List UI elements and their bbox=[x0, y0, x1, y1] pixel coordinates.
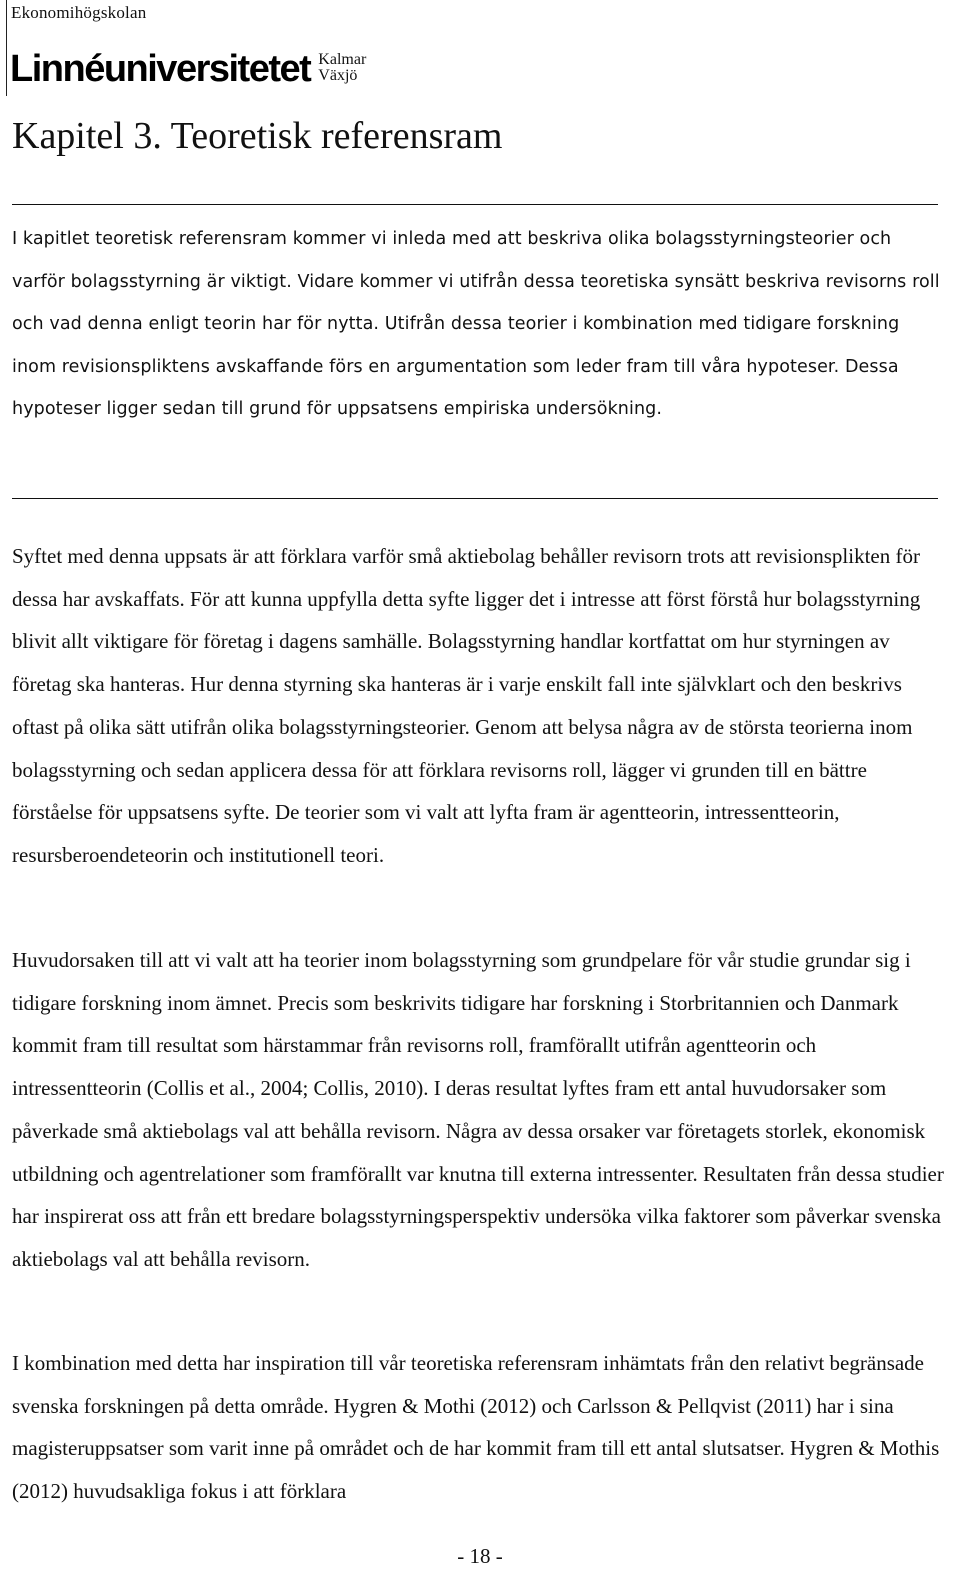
page-header bbox=[6, 0, 427, 96]
logo-city-kalmar: Kalmar bbox=[318, 51, 367, 68]
paragraph-swedish-research: I kombination med detta har inspiration till vår teoretiska referensram inhämtats från den relativt begränsade svenska forskningen på detta område. Hygren & Mothi (2012) och Carlsson & Pellqvist (2011) har i sina magisteruppsatser som varit inne på området och de har kommit fram till ett antal slutsatser. Hygren & Mothis (2012) huvudsakliga fokus i att förklara bbox=[12, 1351, 940, 1504]
logo-cities bbox=[318, 52, 366, 84]
chapter-intro: I kapitlet teoretisk referensram kommer vi inleda med att beskriva olika bolagsstyrningsteorier och varför bolagsstyrning är viktigt. Vidare kommer vi utifrån dessa teoretiska synsätt beskriva revisorns roll och vad denna enligt teorin har för nytta. Utifrån dessa teorier i kombination med tidigare forskning inom revisionspliktens avskaffande förs en argumentation som leder fram till våra hypoteser. Dessa hypoteser ligger sedan till grund för uppsatsens empiriska undersökning. bbox=[12, 229, 940, 419]
department-name: Ekonomihögskolan bbox=[11, 3, 147, 22]
paragraph-purpose: Syftet med denna uppsats är att förklara varför små aktiebolag behåller revisorn trots att revisionsplikten för dessa har avskaffats. För att kunna uppfylla detta syfte ligger det i intresse att först förstå hur bolagsstyrning blivit allt viktigare för företag i dagens samhälle. Bolagsstyrning handlar kortfattat om hur styrningen av företag ska hanteras. Hur denna styrning ska hanteras är i varje enskilt fall inte självklart och den beskrivs oftast på olika sätt utifrån olika bolagsstyrningsteorier. Genom att belysa några av de största teorierna inom bolagsstyrning och sedan applicera dessa för att förklara revisorns roll, lägger vi grunden till en bättre förståelse för uppsatsens syfte. De teorier som vi valt att lyfta fram är agentteorin, intressentteorin, resursberoendeteorin och institutionell teori. bbox=[12, 544, 921, 867]
page-number: - 18 - bbox=[457, 1544, 503, 1568]
paragraph-main-reason: Huvudorsaken till att vi valt att ha teorier inom bolagsstyrning som grundpelare för vår studie grundar sig i tidigare forskning inom ämnet. Precis som beskrivits tidigare har forskning i Storbritannien och Danmark kommit fram till resultat som härstammar från revisorns roll, framförallt utifrån agentteorin och intressentteorin (Collis et al., 2004; Collis, 2010). I deras resultat lyftes fram ett antal huvudorsaker som påverkade små aktiebolags val att behålla revisorn. Några av dessa orsaker var företagets storlek, ekonomisk utbildning och agentrelationer som framförallt var knutna till externa intressenter. Resultaten från dessa studier har inspirerat oss att från ett bredare bolagsstyrningsperspektiv undersöka vilka faktorer som påverkar svenska aktiebolags val att behålla revisorn. bbox=[12, 948, 944, 1271]
intro-top-rule bbox=[12, 204, 938, 205]
chapter-title: Kapitel 3. Teoretisk referensram bbox=[12, 115, 503, 157]
intro-bottom-rule bbox=[12, 498, 938, 499]
logo-city-vaxjo: Växjö bbox=[318, 67, 358, 84]
logo-wordmark: Linnéuniversitetet bbox=[10, 48, 311, 90]
university-logo bbox=[10, 48, 366, 96]
